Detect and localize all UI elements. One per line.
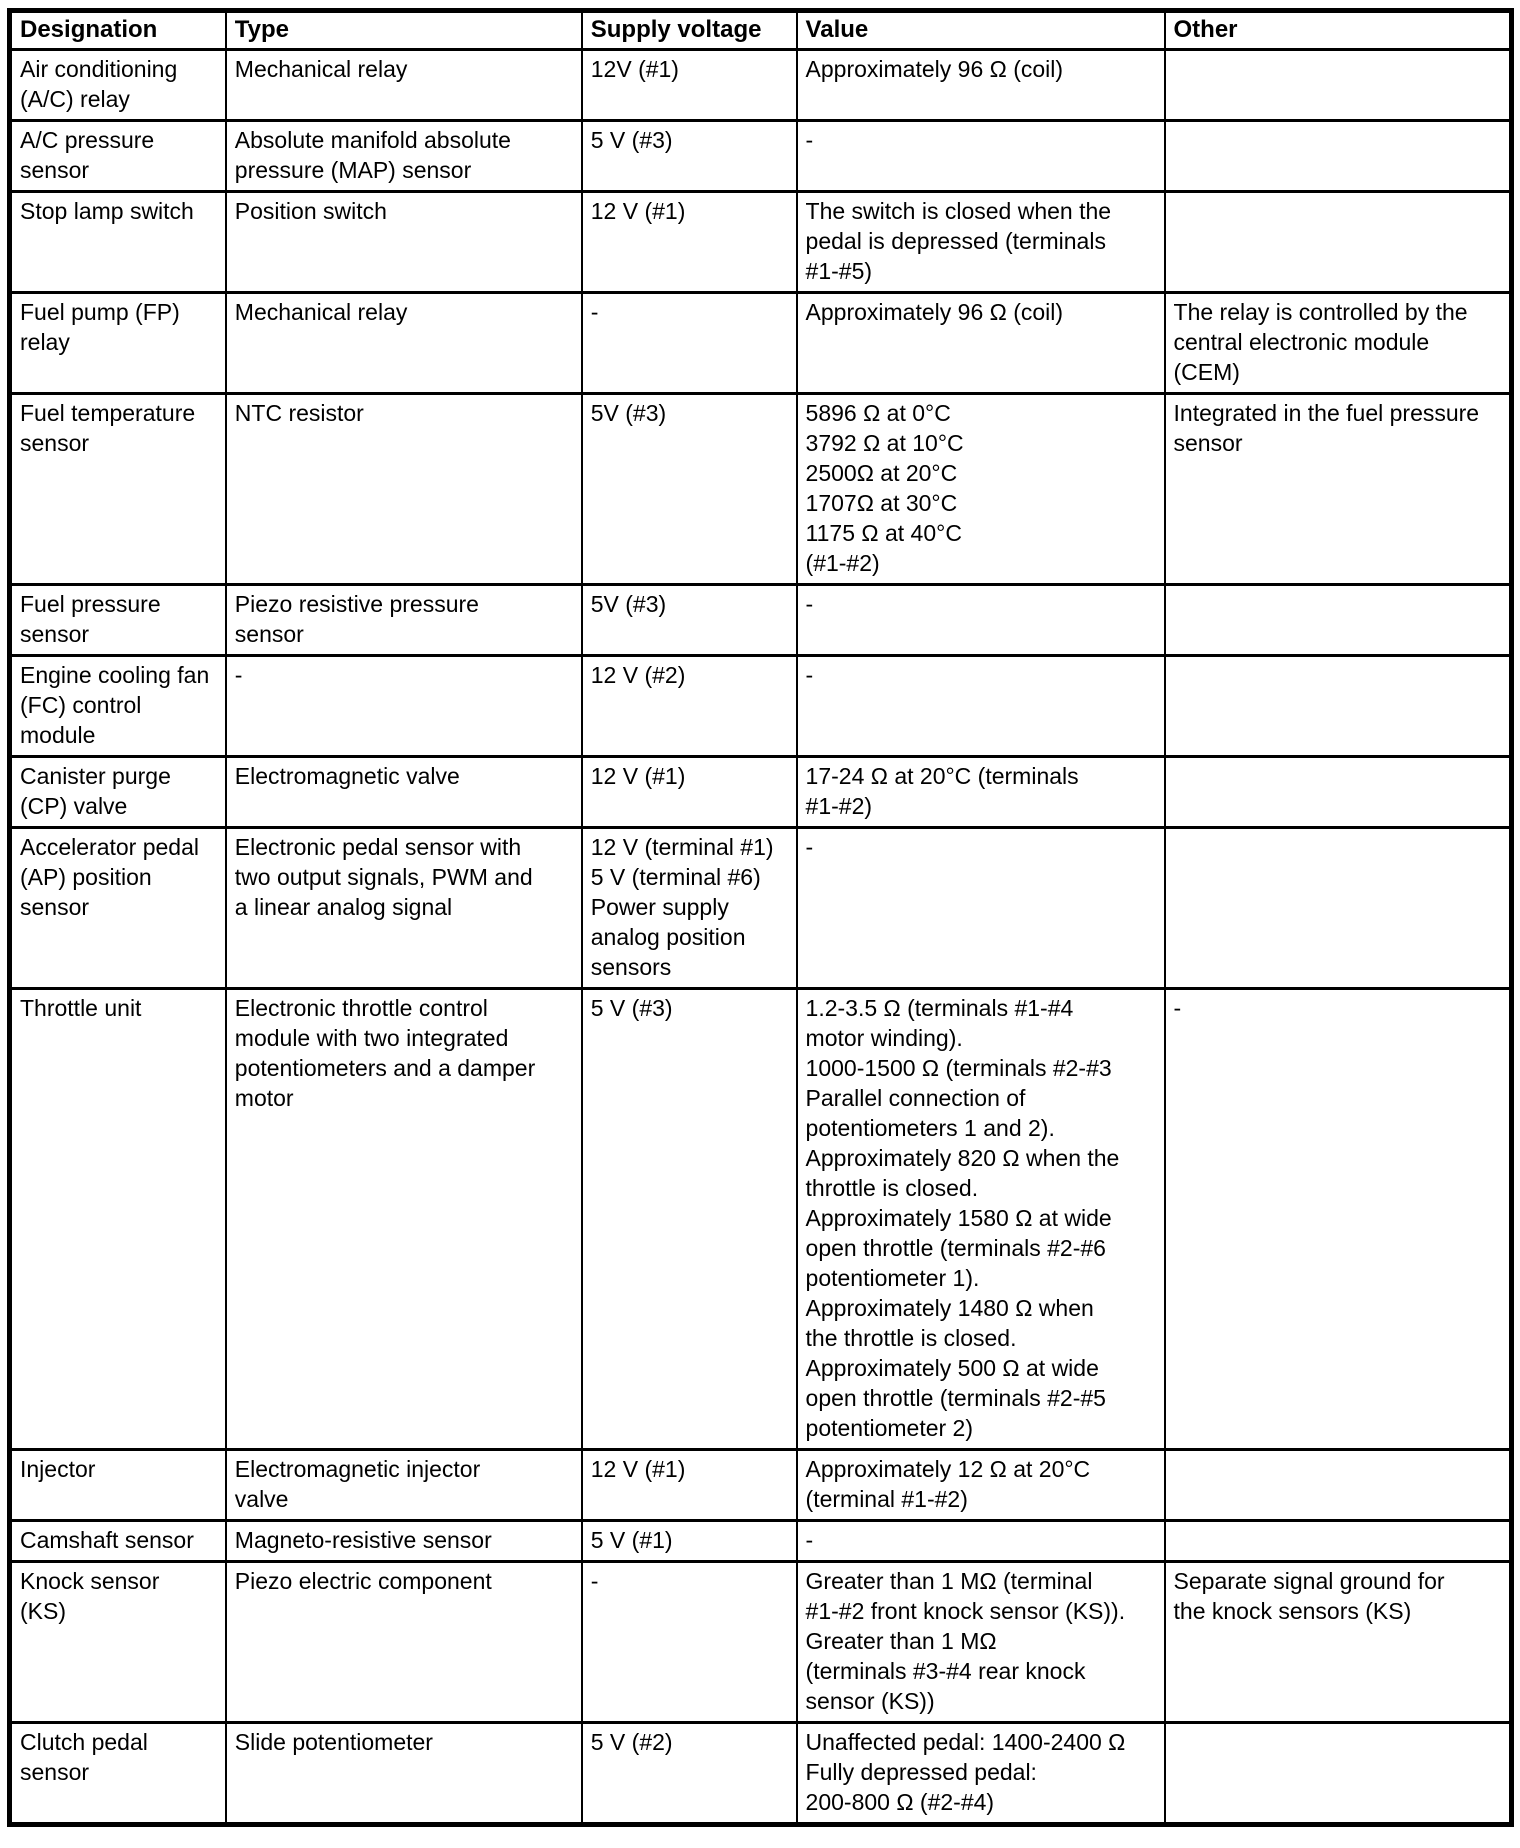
text-line: 2500Ω at 20°C xyxy=(805,460,958,486)
text-line: 1.2-3.5 Ω (terminals #1-#4 xyxy=(805,995,1074,1021)
col-header-designation: Designation xyxy=(10,11,226,50)
table-row xyxy=(10,989,1512,1450)
cell-designation xyxy=(10,121,226,192)
text-line: Fully depressed pedal: xyxy=(805,1759,1037,1785)
table-row xyxy=(10,121,1512,192)
cell-value xyxy=(797,656,1165,757)
cell-supply-voltage xyxy=(582,50,797,121)
text-line: Piezo electric component xyxy=(234,1568,492,1594)
text-line: 1707Ω at 30°C xyxy=(805,490,958,516)
text-line: Accelerator pedal xyxy=(20,834,199,860)
text-line: Greater than 1 MΩ (terminal xyxy=(805,1568,1093,1594)
cell-designation xyxy=(10,1521,226,1562)
text-line: Greater than 1 MΩ xyxy=(805,1628,997,1654)
text-line: module xyxy=(20,722,96,748)
component-spec-table xyxy=(7,8,1514,1827)
table-row xyxy=(10,192,1512,293)
cell-value xyxy=(797,1450,1165,1521)
text-line: The switch is closed when the xyxy=(805,198,1112,224)
table-row xyxy=(10,1723,1512,1825)
text-line: two output signals, PWM and xyxy=(234,864,533,890)
text-line: Integrated in the fuel pressure xyxy=(1173,400,1480,426)
cell-type xyxy=(226,394,582,585)
text-line: 17-24 Ω at 20°C (terminals xyxy=(805,763,1079,789)
text-line: A/C pressure xyxy=(20,127,155,153)
text-line: Magneto-resistive sensor xyxy=(234,1527,492,1553)
cell-value xyxy=(797,1562,1165,1723)
text-line: sensor (KS)) xyxy=(805,1688,935,1714)
text-line: 12 V (#1) xyxy=(590,763,686,789)
cell-designation xyxy=(10,1450,226,1521)
text-line: Separate signal ground for xyxy=(1173,1568,1445,1594)
text-line: Air conditioning xyxy=(20,56,178,82)
text-line: Slide potentiometer xyxy=(234,1729,433,1755)
text-line: Piezo resistive pressure xyxy=(234,591,479,617)
text-line: Electronic throttle control xyxy=(234,995,488,1021)
text-line: 12 V (terminal #1) xyxy=(590,834,774,860)
table-row xyxy=(10,1521,1512,1562)
text-line: open throttle (terminals #2-#6 xyxy=(805,1235,1106,1261)
table-body xyxy=(10,50,1512,1825)
cell-designation xyxy=(10,50,226,121)
text-line: (CEM) xyxy=(1173,359,1240,385)
text-line: Injector xyxy=(20,1456,96,1482)
cell-other xyxy=(1165,828,1512,989)
text-line: sensor xyxy=(20,621,90,647)
cell-supply-voltage xyxy=(582,656,797,757)
cell-type xyxy=(226,1450,582,1521)
table-row xyxy=(10,394,1512,585)
text-line: - xyxy=(1173,995,1182,1021)
cell-designation xyxy=(10,293,226,394)
text-line: motor winding). xyxy=(805,1025,963,1051)
text-line: motor xyxy=(234,1085,294,1111)
cell-type xyxy=(226,121,582,192)
text-line: - xyxy=(805,127,814,153)
text-line: NTC resistor xyxy=(234,400,364,426)
text-line: Knock sensor xyxy=(20,1568,160,1594)
cell-supply-voltage xyxy=(582,293,797,394)
text-line: Approximately 12 Ω at 20°C xyxy=(805,1456,1091,1482)
text-line: 200-800 Ω (#2-#4) xyxy=(805,1789,995,1815)
cell-value xyxy=(797,394,1165,585)
text-line: pedal is depressed (terminals xyxy=(805,228,1106,254)
text-line: - xyxy=(234,662,243,688)
text-line: Engine cooling fan xyxy=(20,662,210,688)
cell-designation xyxy=(10,192,226,293)
cell-supply-voltage xyxy=(582,1521,797,1562)
text-line: Approximately 1580 Ω at wide xyxy=(805,1205,1112,1231)
cell-value xyxy=(797,293,1165,394)
text-line: Position switch xyxy=(234,198,387,224)
cell-supply-voltage xyxy=(582,121,797,192)
text-line: Electromagnetic injector xyxy=(234,1456,481,1482)
text-line: potentiometer 1). xyxy=(805,1265,980,1291)
cell-supply-voltage xyxy=(582,585,797,656)
text-line: sensor xyxy=(20,894,90,920)
text-line: Mechanical relay xyxy=(234,56,408,82)
cell-type xyxy=(226,1521,582,1562)
text-line: (terminal #1-#2) xyxy=(805,1486,968,1512)
text-line: (FC) control xyxy=(20,692,142,718)
text-line: 5V (#3) xyxy=(590,591,667,617)
text-line: pressure (MAP) sensor xyxy=(234,157,472,183)
cell-designation xyxy=(10,1723,226,1825)
text-line: Parallel connection of xyxy=(805,1085,1026,1111)
text-line: Fuel temperature xyxy=(20,400,196,426)
text-line: module with two integrated xyxy=(234,1025,509,1051)
text-line: - xyxy=(805,1527,814,1553)
cell-other xyxy=(1165,50,1512,121)
cell-value xyxy=(797,121,1165,192)
text-line: sensor xyxy=(234,621,304,647)
table-row xyxy=(10,1562,1512,1723)
text-line: the throttle is closed. xyxy=(805,1325,1017,1351)
cell-type xyxy=(226,293,582,394)
text-line: Approximately 1480 Ω when xyxy=(805,1295,1094,1321)
text-line: #1-#2) xyxy=(805,793,873,819)
table-row xyxy=(10,585,1512,656)
table-row xyxy=(10,293,1512,394)
cell-supply-voltage xyxy=(582,192,797,293)
cell-supply-voltage xyxy=(582,394,797,585)
cell-type xyxy=(226,757,582,828)
cell-other xyxy=(1165,1521,1512,1562)
cell-other xyxy=(1165,192,1512,293)
cell-other xyxy=(1165,757,1512,828)
cell-other xyxy=(1165,394,1512,585)
cell-designation xyxy=(10,1562,226,1723)
header-row xyxy=(10,11,1512,50)
cell-designation xyxy=(10,394,226,585)
text-line: 5 V (#3) xyxy=(590,995,673,1021)
text-line: - xyxy=(805,834,814,860)
cell-supply-voltage xyxy=(582,1562,797,1723)
text-line: Fuel pressure xyxy=(20,591,161,617)
text-line: the knock sensors (KS) xyxy=(1173,1598,1412,1624)
text-line: Electronic pedal sensor with xyxy=(234,834,522,860)
cell-value xyxy=(797,50,1165,121)
text-line: (terminals #3-#4 rear knock xyxy=(805,1658,1086,1684)
text-line: valve xyxy=(234,1486,289,1512)
text-line: (#1-#2) xyxy=(805,550,880,576)
text-line: sensor xyxy=(20,1759,90,1785)
text-line: 5 V (terminal #6) xyxy=(590,864,761,890)
cell-other xyxy=(1165,656,1512,757)
cell-supply-voltage xyxy=(582,828,797,989)
text-line: analog position xyxy=(590,924,746,950)
table-row xyxy=(10,828,1512,989)
text-line: sensor xyxy=(1173,430,1243,456)
cell-designation xyxy=(10,585,226,656)
text-line: 1000-1500 Ω (terminals #2-#3 xyxy=(805,1055,1112,1081)
cell-other xyxy=(1165,1723,1512,1825)
text-line: Fuel pump (FP) xyxy=(20,299,180,325)
text-line: (AP) position xyxy=(20,864,152,890)
text-line: 3792 Ω at 10°C xyxy=(805,430,964,456)
text-line: sensors xyxy=(590,954,672,980)
text-line: central electronic module xyxy=(1173,329,1430,355)
col-header-value: Value xyxy=(797,11,1165,50)
table-row xyxy=(10,656,1512,757)
text-line: sensor xyxy=(20,430,90,456)
text-line: Approximately 96 Ω (coil) xyxy=(805,56,1064,82)
text-line: Absolute manifold absolute xyxy=(234,127,511,153)
cell-value xyxy=(797,989,1165,1450)
table-row xyxy=(10,50,1512,121)
text-line: 5 V (#3) xyxy=(590,127,673,153)
cell-value xyxy=(797,828,1165,989)
text-line: 5896 Ω at 0°C xyxy=(805,400,951,426)
text-line: relay xyxy=(20,329,70,355)
cell-designation xyxy=(10,757,226,828)
col-header-supply-voltage: Supply voltage xyxy=(582,11,797,50)
text-line: - xyxy=(805,662,814,688)
text-line: 12V (#1) xyxy=(590,56,679,82)
text-line: Canister purge xyxy=(20,763,171,789)
text-line: 1175 Ω at 40°C xyxy=(805,520,962,546)
cell-designation xyxy=(10,828,226,989)
text-line: throttle is closed. xyxy=(805,1175,979,1201)
cell-type xyxy=(226,828,582,989)
cell-value xyxy=(797,1521,1165,1562)
text-line: 5V (#3) xyxy=(590,400,667,426)
cell-value xyxy=(797,585,1165,656)
cell-type xyxy=(226,192,582,293)
cell-supply-voltage xyxy=(582,1450,797,1521)
cell-value xyxy=(797,192,1165,293)
text-line: Approximately 820 Ω when the xyxy=(805,1145,1120,1171)
cell-supply-voltage xyxy=(582,757,797,828)
text-line: Approximately 500 Ω at wide xyxy=(805,1355,1099,1381)
text-line: The relay is controlled by the xyxy=(1173,299,1468,325)
col-header-other: Other xyxy=(1165,11,1512,50)
text-line: sensor xyxy=(20,157,90,183)
text-line: 12 V (#1) xyxy=(590,198,686,224)
text-line: (KS) xyxy=(20,1598,66,1624)
text-line: open throttle (terminals #2-#5 xyxy=(805,1385,1106,1411)
cell-type xyxy=(226,50,582,121)
cell-type xyxy=(226,1723,582,1825)
cell-supply-voltage xyxy=(582,1723,797,1825)
text-line: - xyxy=(805,591,814,617)
text-line: - xyxy=(590,1568,599,1594)
cell-other xyxy=(1165,1450,1512,1521)
text-line: Camshaft sensor xyxy=(20,1527,194,1553)
text-line: 5 V (#1) xyxy=(590,1527,673,1553)
text-line: Mechanical relay xyxy=(234,299,408,325)
text-line: Power supply xyxy=(590,894,729,920)
text-line: potentiometer 2) xyxy=(805,1415,974,1441)
text-line: #1-#5) xyxy=(805,258,873,284)
text-line: Approximately 96 Ω (coil) xyxy=(805,299,1064,325)
col-header-type: Type xyxy=(226,11,582,50)
text-line: potentiometers 1 and 2). xyxy=(805,1115,1055,1141)
cell-type xyxy=(226,989,582,1450)
text-line: 12 V (#2) xyxy=(590,662,686,688)
text-line: Stop lamp switch xyxy=(20,198,194,224)
text-line: 12 V (#1) xyxy=(590,1456,686,1482)
text-line: potentiometers and a damper xyxy=(234,1055,536,1081)
text-line: (CP) valve xyxy=(20,793,128,819)
text-line: Throttle unit xyxy=(20,995,142,1021)
text-line: (A/C) relay xyxy=(20,86,130,112)
cell-value xyxy=(797,757,1165,828)
cell-other xyxy=(1165,121,1512,192)
table-row xyxy=(10,1450,1512,1521)
text-line: Clutch pedal xyxy=(20,1729,148,1755)
cell-other xyxy=(1165,989,1512,1450)
cell-supply-voltage xyxy=(582,989,797,1450)
text-line: a linear analog signal xyxy=(234,894,453,920)
table-row xyxy=(10,757,1512,828)
text-line: #1-#2 front knock sensor (KS)). xyxy=(805,1598,1126,1624)
cell-type xyxy=(226,585,582,656)
cell-designation xyxy=(10,989,226,1450)
cell-value xyxy=(797,1723,1165,1825)
cell-other xyxy=(1165,585,1512,656)
cell-designation xyxy=(10,656,226,757)
text-line: 5 V (#2) xyxy=(590,1729,673,1755)
cell-type xyxy=(226,656,582,757)
cell-other xyxy=(1165,293,1512,394)
text-line: - xyxy=(590,299,599,325)
text-line: Electromagnetic valve xyxy=(234,763,460,789)
cell-other xyxy=(1165,1562,1512,1723)
text-line: Unaffected pedal: 1400-2400 Ω xyxy=(805,1729,1126,1755)
cell-type xyxy=(226,1562,582,1723)
